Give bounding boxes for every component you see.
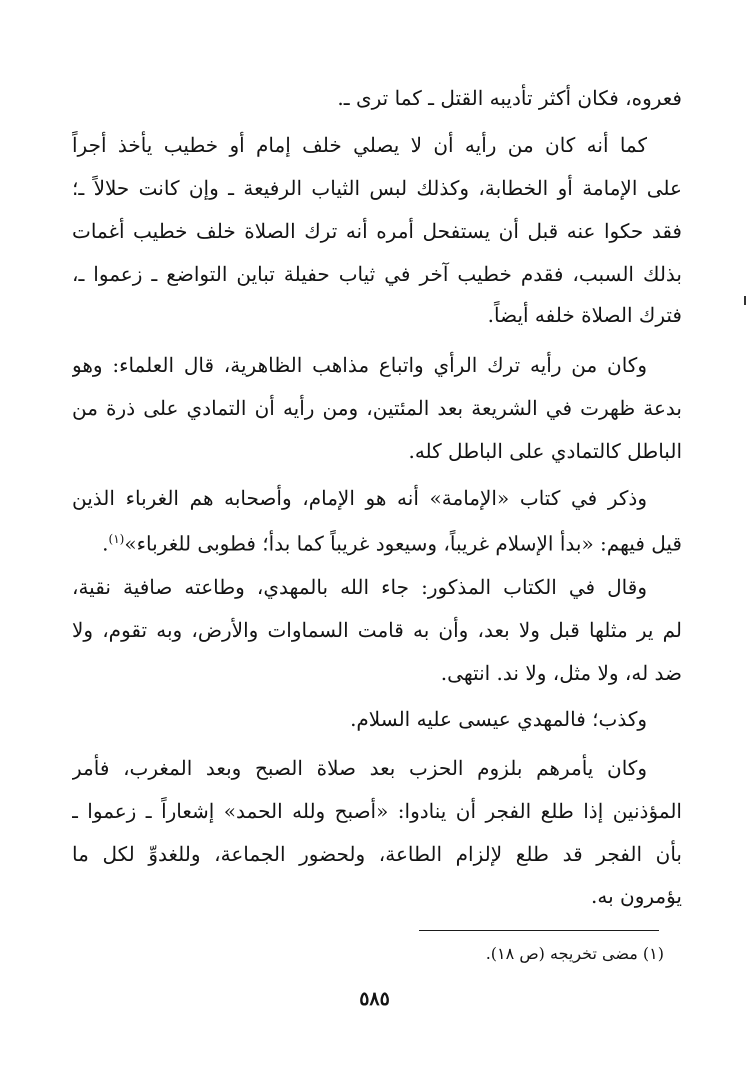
text-line: قيل فيهم: «بدأ الإسلام غريباً، وسيعود غريباً كما بدأ؛ فطوبى للغرباء»$^{(١)}$. <box>102 531 682 556</box>
footnote-divider <box>419 930 659 931</box>
text-line: وكان من رأيه ترك الرأي واتباع مذاهب الظاهرية، قال العلماء: وهو <box>72 353 647 377</box>
text-line: يؤمرون به. <box>591 884 682 908</box>
text-line: الباطل كالتمادي على الباطل كله. <box>408 439 682 463</box>
text-line: على الإمامة أو الخطابة، وكذلك لبس الثياب الرفيعة ـ وإن كانت حلالاً ـ؛ <box>72 176 682 200</box>
text-line: بدعة ظهرت في الشريعة بعد المئتين، ومن رأيه أن التمادي على ذرة من <box>72 396 682 420</box>
text-line: فقد حكوا عنه قبل أن يستفحل أمره أنه ترك الصلاة خلف خطيب أغمات <box>72 219 682 243</box>
text-line: وكان يأمرهم بلزوم الحزب بعد صلاة الصبح وبعد المغرب، فأمر <box>72 756 647 780</box>
text-line: لم ير مثلها قبل ولا بعد، وأن به قامت السماوات والأرض، وبه تقوم، ولا <box>72 618 682 642</box>
footnote-reference: (١) <box>108 532 125 546</box>
text-line: المؤذنين إذا طلع الفجر أن ينادوا: «أصبح ولله الحمد» إشعاراً ـ زعموا ـ <box>72 799 682 823</box>
text-line: بذلك السبب، فقدم خطيب آخر في ثياب حفيلة تباين التواضع ـ زعموا ـ، <box>72 262 682 286</box>
text-line: وقال في الكتاب المذكور: جاء الله بالمهدي، وطاعته صافية نقية، <box>72 575 647 599</box>
text-line: كما أنه كان من رأيه أن لا يصلي خلف إمام أو خطيب يأخذ أجراً <box>72 133 647 157</box>
text-line: فعروه، فكان أكثر تأديبه القتل ـ كما ترى ـ. <box>337 86 682 110</box>
text-line: فترك الصلاة خلفه أيضاً. <box>487 303 682 327</box>
scan-mark <box>744 296 746 305</box>
text-line: وكذب؛ فالمهدي عيسى عليه السلام. <box>350 707 647 731</box>
footnote: (١) مضى تخريجه (ص ١٨). <box>485 944 664 963</box>
hadith-quote: قيل فيهم: «بدأ الإسلام غريباً، وسيعود غريباً كما بدأ؛ فطوبى للغرباء» <box>124 531 682 556</box>
text-line: ضد له، ولا مثل، ولا ند. انتهى. <box>440 661 682 685</box>
text-line: بأن الفجر قد طلع لإلزام الطاعة، ولحضور الجماعة، وللغدوِّ لكل ما <box>72 842 682 866</box>
text-line: وذكر في كتاب «الإمامة» أنه هو الإمام، وأصحابه هم الغرباء الذين <box>72 486 647 510</box>
page-number: ٥٨٥ <box>359 988 390 1010</box>
